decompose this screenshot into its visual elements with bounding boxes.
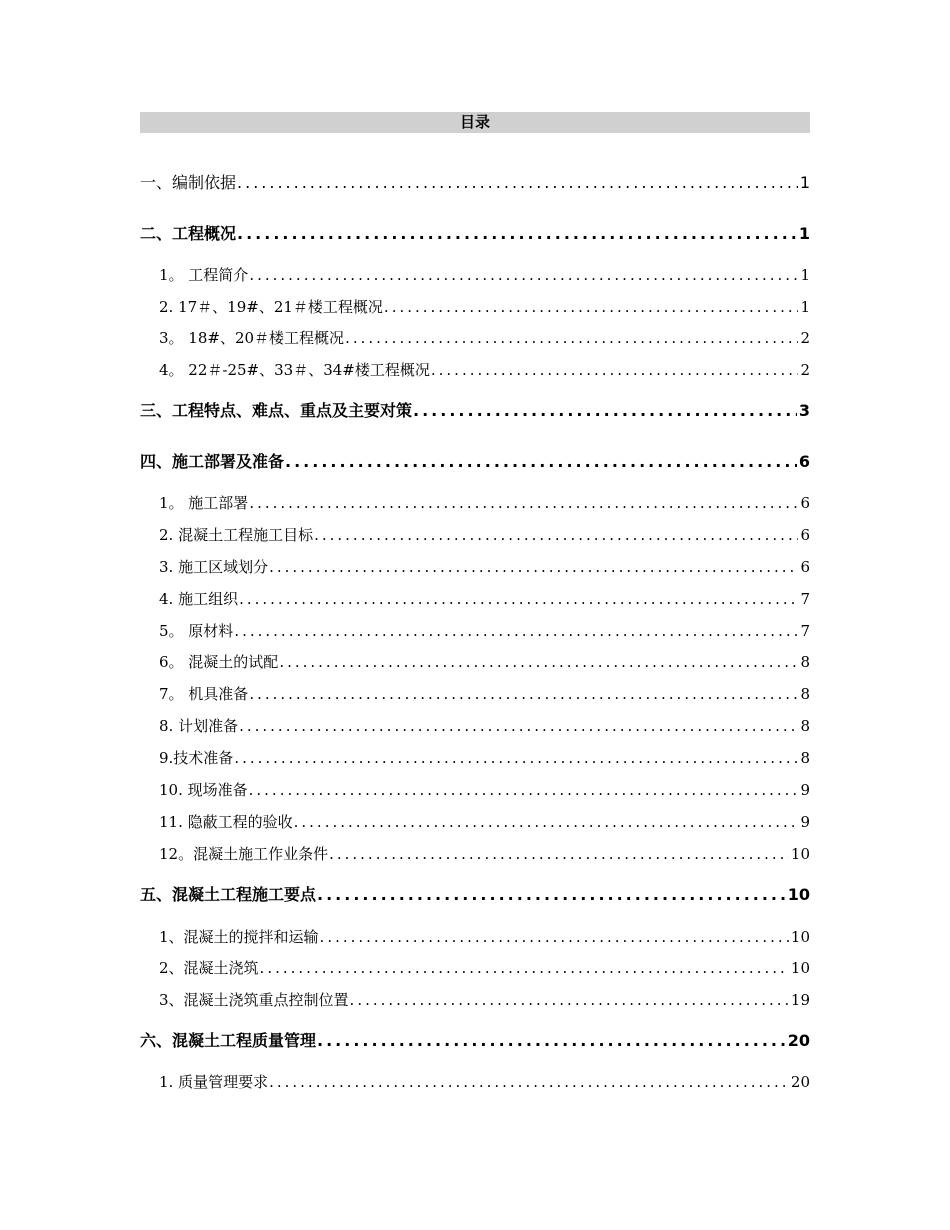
toc-entry[interactable]: [159, 524, 810, 546]
toc-entry-page: 19: [790, 991, 810, 1009]
toc-entry[interactable]: [159, 620, 810, 642]
toc-entry-page: 7: [800, 590, 810, 608]
toc-entry-label: 一、编制依据: [140, 173, 237, 192]
toc-leader: [269, 556, 798, 578]
toc-entry-page: 10: [790, 928, 810, 946]
toc-entry-page: 6: [800, 558, 810, 576]
toc-entry[interactable]: [159, 811, 810, 833]
toc-entry-label: 五、混凝土工程施工要点: [140, 885, 317, 904]
toc-leader: [317, 884, 786, 906]
toc-entry-page: 20: [790, 1073, 810, 1091]
toc-entry-page: 8: [800, 717, 810, 735]
toc-leader: [239, 715, 798, 737]
toc-title: 目录: [459, 113, 490, 131]
toc-entry-label: 5。 原材料: [159, 622, 234, 640]
toc-leader: [239, 588, 798, 610]
toc-entry-label: 1。 施工部署: [159, 494, 249, 512]
toc-leader: [317, 1030, 786, 1052]
toc-entry[interactable]: [159, 327, 810, 349]
toc-entry[interactable]: [140, 400, 810, 422]
toc-entry-label: 3、混凝土浇筑重点控制位置: [159, 991, 349, 1009]
toc-entry-label: 3. 施工区域划分: [159, 558, 269, 576]
toc-entry-label: 8. 计划准备: [159, 717, 239, 735]
toc-entry[interactable]: [159, 843, 810, 865]
toc-entry[interactable]: [159, 556, 810, 578]
toc-entry[interactable]: [159, 588, 810, 610]
toc-entry[interactable]: [159, 651, 810, 673]
toc-entry-label: 四、施工部署及准备: [140, 452, 285, 471]
toc-leader: [314, 524, 798, 546]
toc-entry-page: 1: [800, 298, 810, 316]
toc-entry-page: 6: [800, 494, 810, 512]
toc-entry[interactable]: [159, 779, 810, 801]
toc-entry-page: 9: [800, 813, 810, 831]
toc-entry-page: 1: [798, 224, 810, 243]
toc-leader: [294, 811, 799, 833]
toc-entry-page: 8: [800, 653, 810, 671]
toc-entry[interactable]: [159, 989, 810, 1011]
toc-entry[interactable]: [159, 264, 810, 286]
toc-entry[interactable]: [140, 1030, 810, 1052]
toc-entry[interactable]: [159, 926, 810, 948]
toc-entry-label: 1. 质量管理要求: [159, 1073, 269, 1091]
toc-leader: [345, 327, 798, 349]
toc-leader: [237, 172, 798, 194]
toc-entry[interactable]: [140, 223, 810, 245]
toc-leader: [285, 451, 797, 473]
toc-entry-page: 6: [798, 452, 810, 471]
toc-leader: [260, 957, 789, 979]
toc-entry[interactable]: [159, 715, 810, 737]
toc-entry-label: 6。 混凝土的试配: [159, 653, 279, 671]
toc-entry-page: 9: [800, 781, 810, 799]
toc-entry[interactable]: [159, 957, 810, 979]
toc-entry-page: 2: [800, 329, 810, 347]
toc-entry[interactable]: [140, 451, 810, 473]
toc-entry-page: 8: [800, 749, 810, 767]
toc-entry-page: 1: [800, 266, 810, 284]
toc-entry[interactable]: [159, 492, 810, 514]
toc-leader: [350, 989, 789, 1011]
toc-entry-page: 2: [800, 361, 810, 379]
toc-entry[interactable]: [159, 359, 810, 381]
toc-entry-label: 10. 现场准备: [159, 781, 248, 799]
toc-entry-label: 4. 施工组织: [159, 590, 239, 608]
toc-leader: [413, 400, 797, 422]
toc-leader: [234, 620, 798, 642]
toc-entry-label: 1、混凝土的搅拌和运输: [159, 928, 319, 946]
toc-leader: [269, 1071, 789, 1093]
toc-entry[interactable]: [159, 296, 810, 318]
toc-leader: [249, 683, 798, 705]
toc-entry-page: 10: [790, 959, 810, 977]
toc-entry-label: 1。 工程简介: [159, 266, 249, 284]
toc-leader: [237, 223, 797, 245]
toc-entry[interactable]: [159, 683, 810, 705]
toc-entry-label: 3。 18#、20＃楼工程概况: [159, 329, 345, 347]
toc-entry-page: 1: [799, 173, 810, 192]
toc-leader: [249, 264, 798, 286]
toc-leader: [329, 843, 789, 865]
toc-entry-label: 2、混凝土浇筑: [159, 959, 259, 977]
toc-entry-label: 二、工程概况: [140, 224, 237, 243]
toc-entry-label: 4。 22＃-25#、33＃、34#楼工程概况: [159, 361, 430, 379]
toc-leader: [279, 651, 798, 673]
toc-entry-page: 3: [798, 401, 810, 420]
toc-entry[interactable]: [140, 884, 810, 906]
toc-entry-label: 2. 混凝土工程施工目标: [159, 526, 314, 544]
toc-entry-page: 6: [800, 526, 810, 544]
toc-entry-page: 20: [787, 1031, 810, 1050]
toc-leader: [431, 359, 799, 381]
toc-entry-label: 2. 17＃、19#、21＃楼工程概况: [159, 298, 383, 316]
toc-entry-label: 六、混凝土工程质量管理: [140, 1031, 317, 1050]
toc-entry-label: 7。 机具准备: [159, 685, 249, 703]
toc-leader: [384, 296, 799, 318]
toc-entry[interactable]: [140, 172, 810, 194]
toc-leader: [249, 779, 799, 801]
toc-entry-page: 8: [800, 685, 810, 703]
toc-title-bar: [140, 112, 810, 133]
toc-entry-label: 12。混凝土施工作业条件: [159, 845, 329, 863]
toc-entry-label: 9.技术准备: [159, 749, 234, 767]
toc-leader: [249, 492, 798, 514]
toc-entry-label: 三、工程特点、难点、重点及主要对策: [140, 401, 413, 420]
toc-entry-page: 7: [800, 622, 810, 640]
toc-leader: [234, 747, 798, 769]
toc-entry-page: 10: [790, 845, 810, 863]
toc-entry-page: 10: [787, 885, 810, 904]
toc-entry-label: 11. 隐蔽工程的验收: [159, 813, 293, 831]
toc-leader: [320, 926, 789, 948]
toc-entry[interactable]: [159, 1071, 810, 1093]
toc-entry[interactable]: [159, 747, 810, 769]
